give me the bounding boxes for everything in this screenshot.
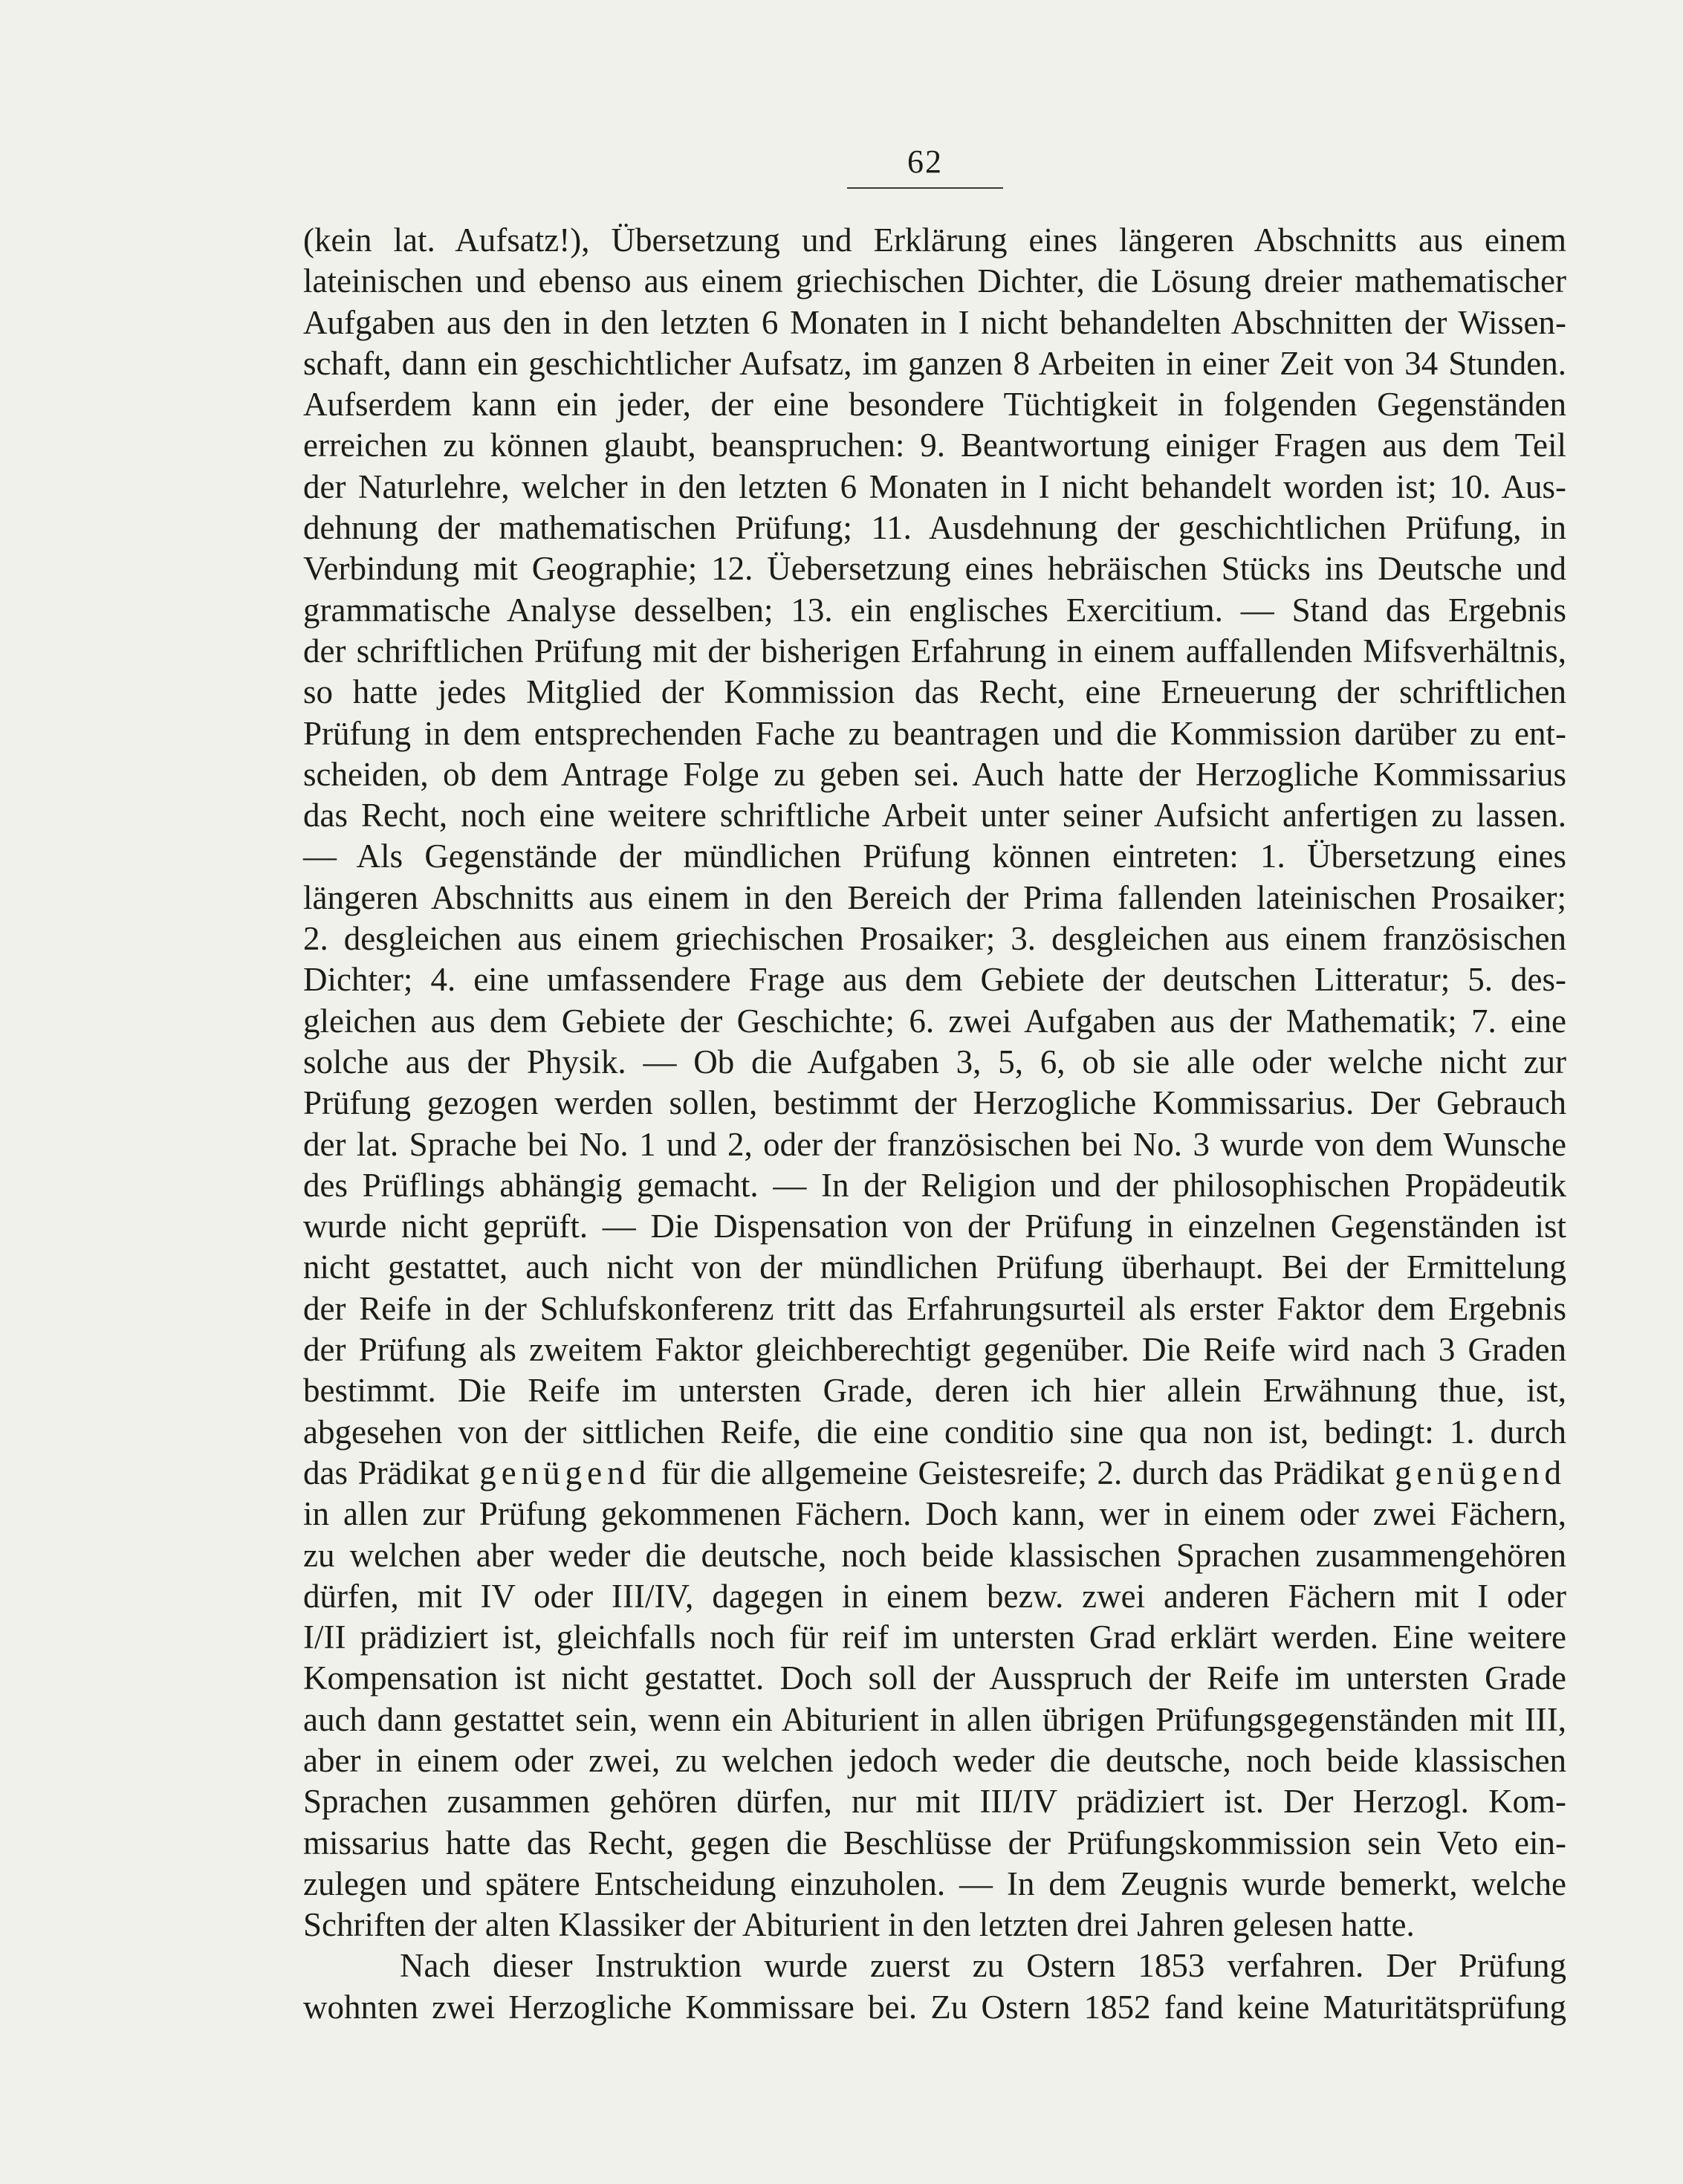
- text-line: so hatte jedes Mitglied der Kommission das Recht, eine Erneuerung der schriftlichen: [303, 673, 1566, 711]
- text-line: Sprachen zusammen gehören dürfen, nur mit III/IV prädiziert ist. Der Herzogl. Kom-: [303, 1783, 1566, 1821]
- text-line: 2. desgleichen aus einem griechischen Prosaiker; 3. desgleichen aus einem französischen: [303, 920, 1566, 958]
- text-line: scheiden, ob dem Antrage Folge zu geben sei. Auch hatte der Herzogliche Kommissarius: [303, 755, 1566, 793]
- text-line-paragraph-start: Nach dieser Instruktion wurde zuerst zu Ostern 1853 verfahren. Der Prüfung: [400, 1947, 1566, 1985]
- text-line: Aufserdem kann ein jeder, der eine besondere Tüchtigkeit in folgenden Gegenständen: [303, 386, 1566, 424]
- text-line: längeren Abschnitts aus einem in den Bereich der Prima fallenden lateinischen Prosaiker;: [303, 878, 1566, 916]
- text-line: Aufgaben aus den in den letzten 6 Monaten in I nicht behandelten Abschnitten der Wissen-: [303, 303, 1566, 341]
- text-line: lateinischen und ebenso aus einem griechischen Dichter, die Lösung dreier mathematischer: [303, 262, 1566, 300]
- spaced-emphasis: genügend: [479, 1454, 652, 1491]
- text-line: wurde nicht geprüft. — Die Dispensation von der Prüfung in einzelnen Gegenständen ist: [303, 1208, 1566, 1245]
- text-line: schaft, dann ein geschichtlicher Aufsatz, im ganzen 8 Arbeiten in einer Zeit von 34 Stunden.: [303, 344, 1566, 382]
- text-line-paragraph-end: Schriften der alten Klassiker der Abiturient in den letzten drei Jahren gelesen hatte.: [303, 1906, 1415, 1944]
- text-line: — Als Gegenstände der mündlichen Prüfung können eintreten: 1. Übersetzung eines: [303, 837, 1566, 875]
- text-line: solche aus der Physik. — Ob die Aufgaben 3, 5, 6, ob sie alle oder welche nicht zur: [303, 1043, 1566, 1080]
- text-line: auch dann gestattet sein, wenn ein Abiturient in allen übrigen Prüfungsgegenständen mit III,: [303, 1700, 1566, 1738]
- text-line: nicht gestattet, auch nicht von der mündlichen Prüfung überhaupt. Bei der Ermittelung: [303, 1248, 1566, 1286]
- text-line: des Prüflings abhängig gemacht. — In der Religion und der philosophischen Propädeutik: [303, 1166, 1566, 1204]
- text-line: der Reife in der Schlufskonferenz tritt das Erfahrungsurteil als erster Faktor dem Ergebnis: [303, 1289, 1566, 1327]
- text-line: in allen zur Prüfung gekommenen Fächern. Doch kann, wer in einem oder zwei Fächern,: [303, 1495, 1566, 1533]
- text-line: Verbindung mit Geographie; 12. Üebersetzung eines hebräischen Stücks ins Deutsche und: [303, 550, 1566, 588]
- text-line: Kompensation ist nicht gestattet. Doch soll der Ausspruch der Reife im untersten Grade: [303, 1659, 1566, 1697]
- text-line: missarius hatte das Recht, gegen die Beschlüsse der Prüfungskommission sein Veto ein-: [303, 1824, 1566, 1861]
- text-line: (kein lat. Aufsatz!), Übersetzung und Erklärung eines längeren Abschnitts aus einem: [303, 221, 1566, 259]
- text-line: abgesehen von der sittlichen Reife, die eine conditio sine qua non ist, bedingt: 1. durch: [303, 1413, 1566, 1451]
- text-line: der schriftlichen Prüfung mit der bisherigen Erfahrung in einem auffallenden Mifsverhältnis,: [303, 632, 1566, 670]
- text-line: erreichen zu können glaubt, beanspruchen: 9. Beantwortung einiger Fragen aus dem Teil: [303, 427, 1566, 464]
- text-line: der lat. Sprache bei No. 1 und 2, oder der französischen bei No. 3 wurde von dem Wunsche: [303, 1125, 1566, 1163]
- text-line: grammatische Analyse desselben; 13. ein englisches Exercitium. — Stand das Ergebnis: [303, 591, 1566, 629]
- text-line: Prüfung in dem entsprechenden Fache zu beantragen und die Kommission darüber zu ent-: [303, 714, 1566, 752]
- text-line-spaced: [303, 1453, 1566, 1494]
- text-line: das Recht, noch eine weitere schriftliche Arbeit unter seiner Aufsicht anfertigen zu lassen.: [303, 797, 1566, 835]
- text-fragment: für die allgemeine Geistesreife; 2. durch das Prädikat: [651, 1454, 1395, 1491]
- text-line: der Naturlehre, welcher in den letzten 6 Monaten in I nicht behandelt worden ist; 10. Aus-: [303, 467, 1566, 505]
- text-line: gleichen aus dem Gebiete der Geschichte; 6. zwei Aufgaben aus der Mathematik; 7. eine: [303, 1002, 1566, 1040]
- text-line: dürfen, mit IV oder III/IV, dagegen in einem bezw. zwei anderen Fächern mit I oder: [303, 1577, 1566, 1615]
- text-line: Dichter; 4. eine umfassendere Frage aus dem Gebiete der deutschen Litteratur; 5. des-: [303, 961, 1566, 999]
- page-number: 62: [907, 143, 943, 180]
- text-fragment: das Prädikat: [303, 1454, 480, 1491]
- text-line: bestimmt. Die Reife im untersten Grade, deren ich hier allein Erwähnung thue, ist,: [303, 1372, 1566, 1410]
- text-line: zu welchen aber weder die deutsche, noch beide klassischen Sprachen zusammengehören: [303, 1536, 1566, 1574]
- text-line: I/II prädiziert ist, gleichfalls noch für reif im untersten Grad erklärt werden. Eine weitere: [303, 1618, 1566, 1656]
- text-line: zulegen und spätere Entscheidung einzuholen. — In dem Zeugnis wurde bemerkt, welche: [303, 1864, 1566, 1902]
- text-line: aber in einem oder zwei, zu welchen jedoch weder die deutsche, noch beide klassischen: [303, 1741, 1566, 1779]
- text-line: wohnten zwei Herzogliche Kommissare bei. Zu Ostern 1852 fand keine Maturitätsprüfung: [303, 1988, 1566, 2026]
- text-line: Prüfung gezogen werden sollen, bestimmt der Herzogliche Kommissarius. Der Gebrauch: [303, 1084, 1566, 1122]
- text-line: der Prüfung als zweitem Faktor gleichberechtigt gegenüber. Die Reife wird nach 3 Graden: [303, 1331, 1566, 1369]
- spaced-emphasis: genügend: [1395, 1454, 1567, 1491]
- text-line: dehnung der mathematischen Prüfung; 11. Ausdehnung der geschichtlichen Prüfung, in: [303, 509, 1566, 547]
- body-text: [303, 220, 1566, 2028]
- page-number-rule: [847, 187, 1003, 189]
